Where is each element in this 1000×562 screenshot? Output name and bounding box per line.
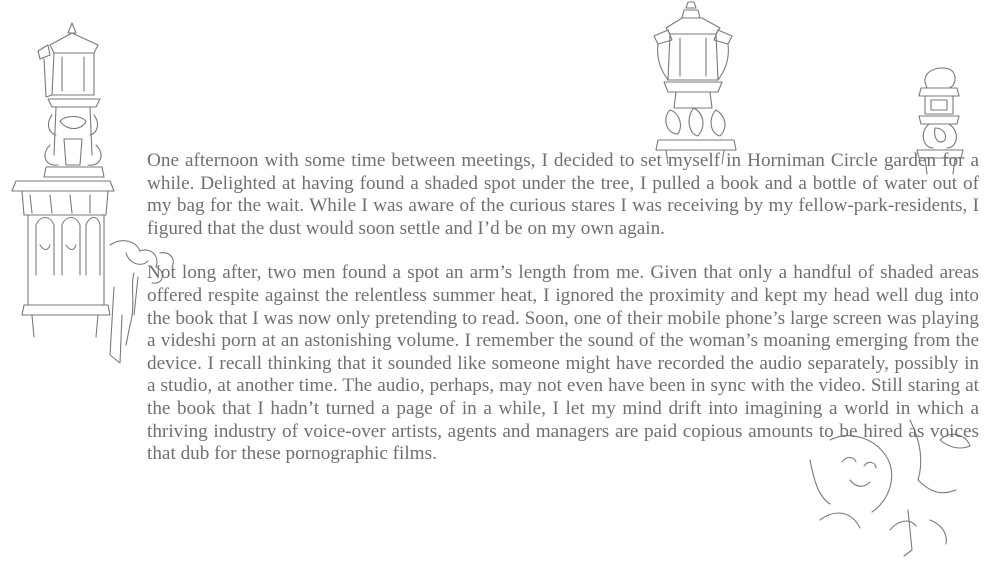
paragraph-1: One afternoon with some time between meetings, I decided to set myself in Horniman Circle garden for a while. Delighted at having found a shaded spot under the tree, I pulled a book and a bottle of water out of my bag for the wait. While I was aware of the curious stares I was receiving by my fellow-park-residents, I figured that the dust would soon settle and I’d be on my own again. bbox=[147, 150, 979, 239]
lamp-statue-icon bbox=[648, 0, 768, 170]
story-text bbox=[147, 150, 979, 488]
paragraph-2: Not long after, two men found a spot an arm’s length from me. Given that only a handful of shaded areas offered respite against the relentless summer heat, I ignored the proximity and kept my head well dug into the book that I was now only pretending to read. Soon, one of their mobile phone’s large screen was playing a videshi porn at an astonishing volume. I remember the sound of the woman’s moaning emerging from the device. I recall thinking that it sounded like someone might have recorded the audio separately, possibly in a studio, at another time. The audio, perhaps, may not even have been in sync with the video. Still staring at the book that I hadn’t turned a page of in a while, I let my mind drift into imagining a world in which a thriving industry of voice-over artists, agents and managers are paid copious amounts to be hired as voices that dub for these pornographic films. bbox=[147, 262, 979, 465]
